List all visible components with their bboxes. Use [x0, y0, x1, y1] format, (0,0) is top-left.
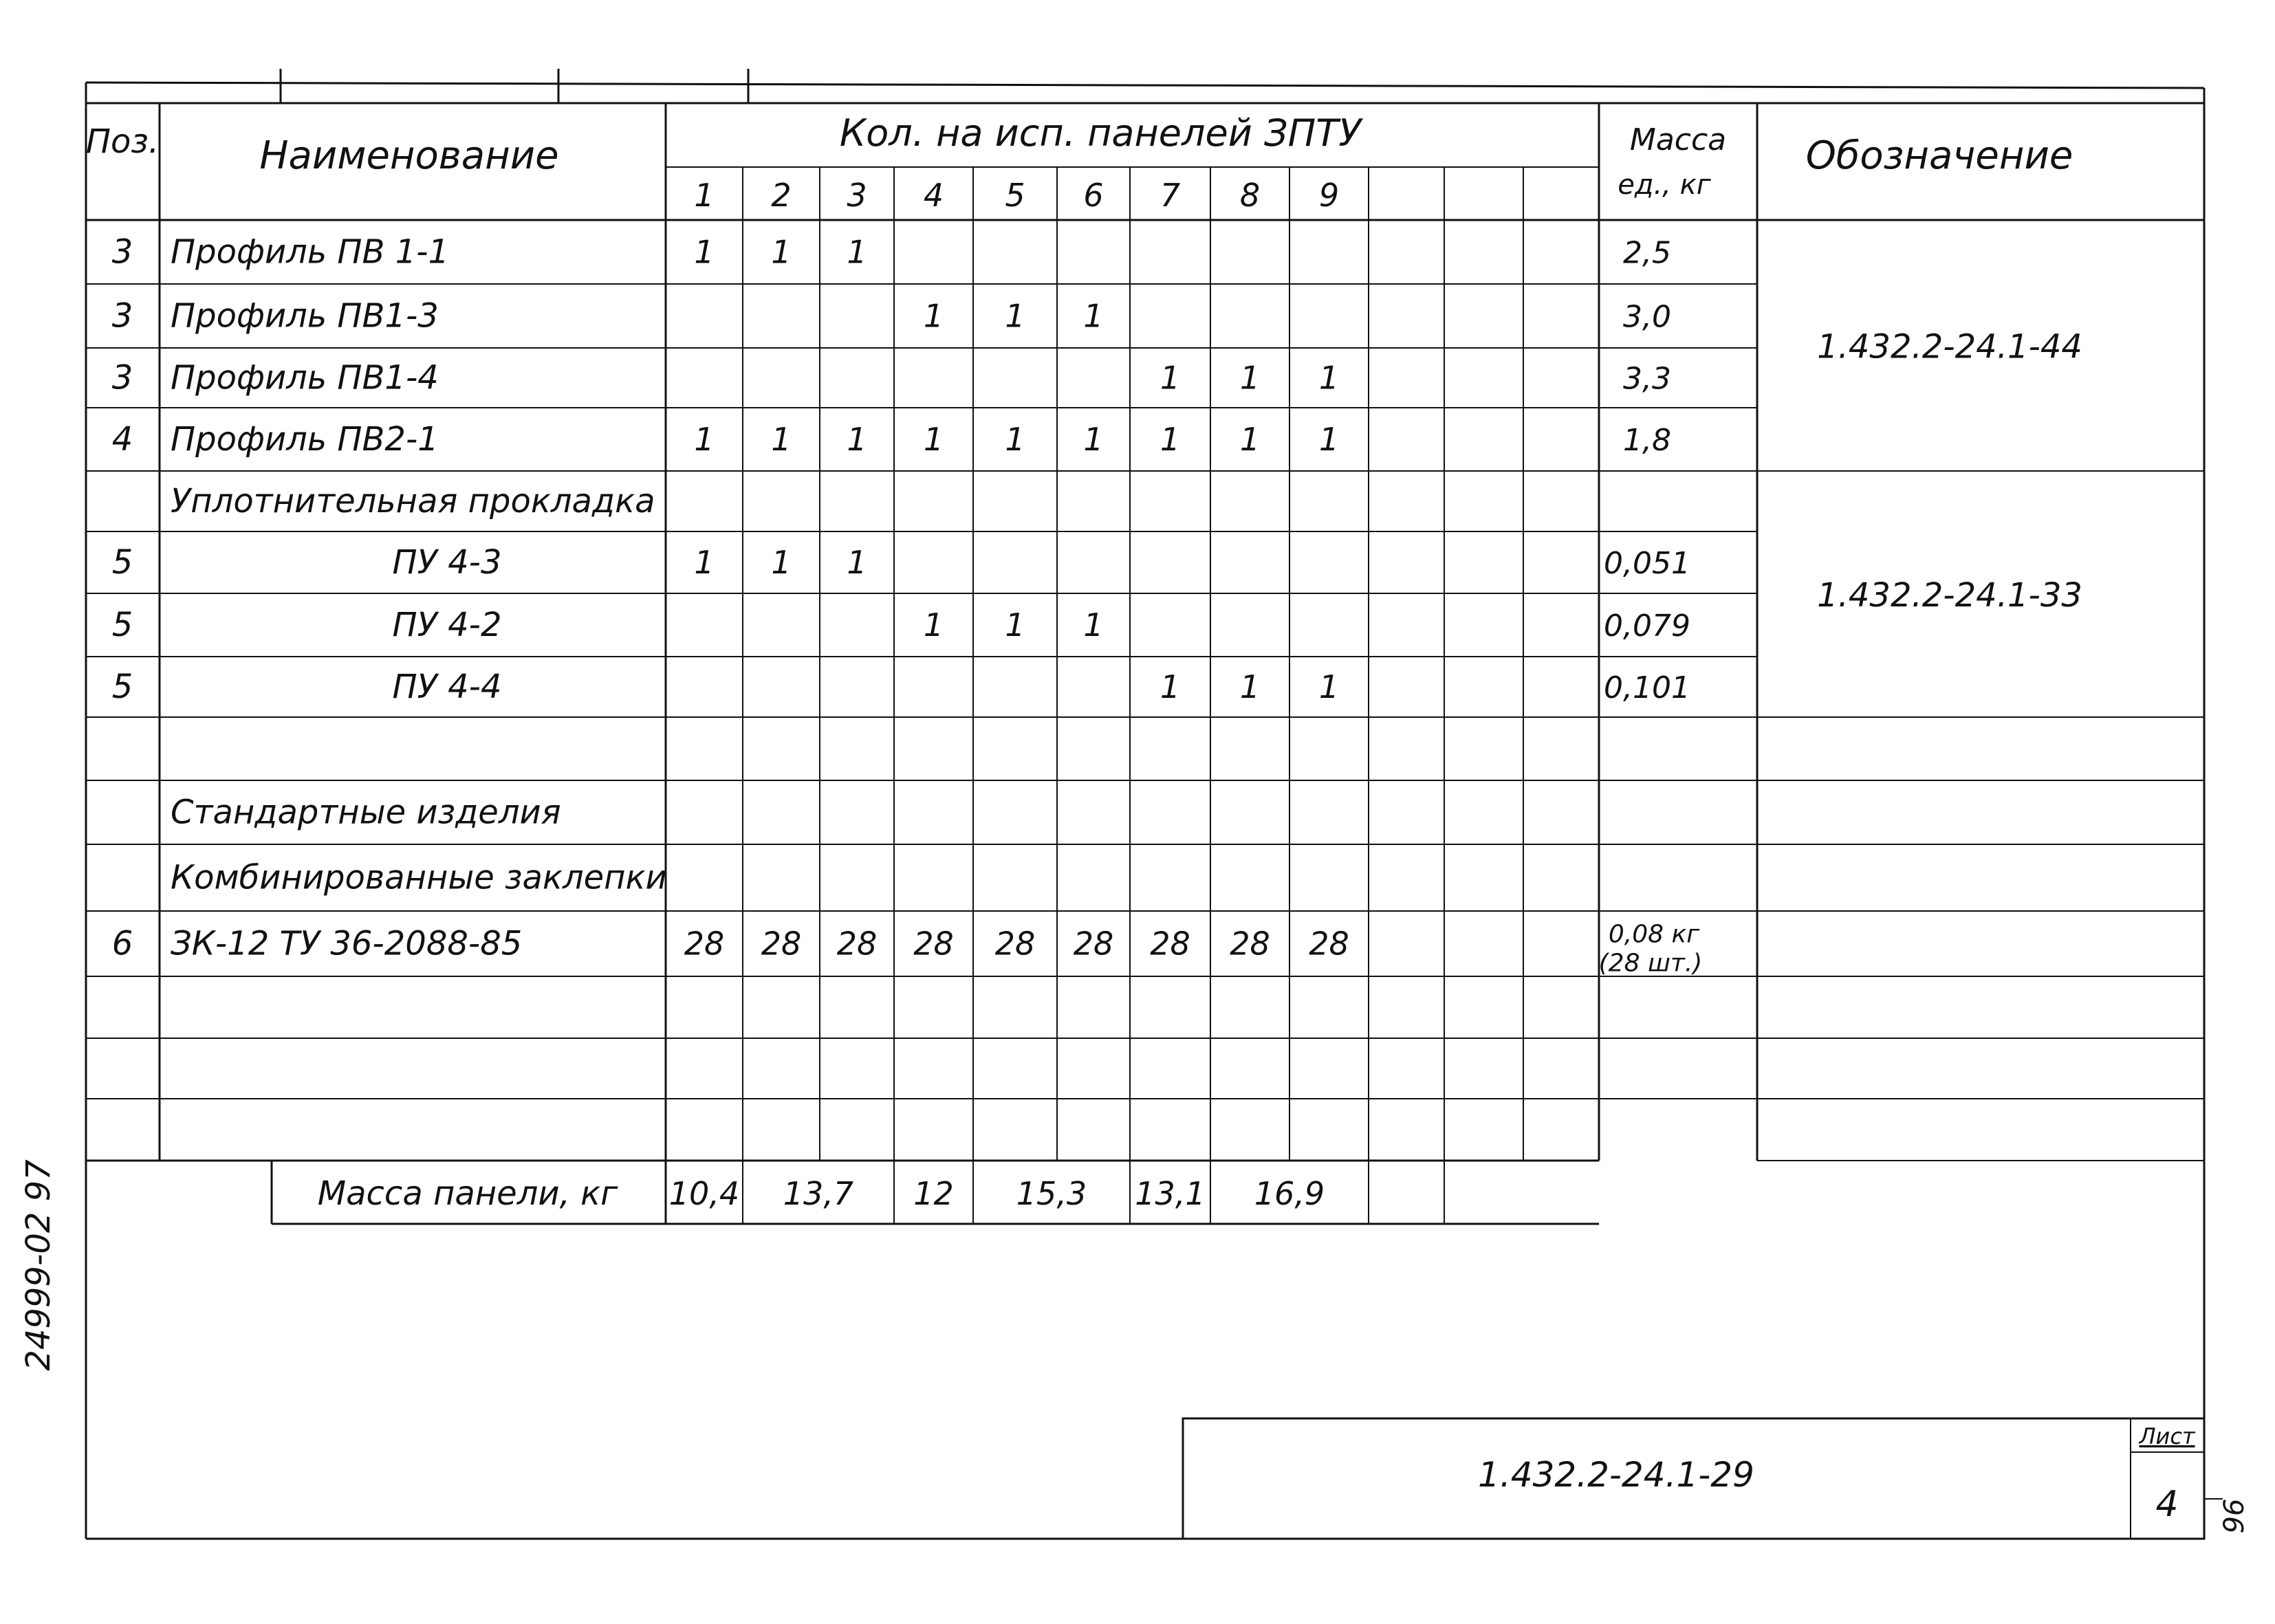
row-qty: 28 — [1309, 925, 1349, 963]
row-mass: 0,079 — [1604, 608, 1690, 644]
row-name: ПУ 4-2 — [392, 606, 502, 644]
sheet-number: 4 — [2155, 1484, 2179, 1525]
designation-profiles: 1.432.2-24.1-44 — [1817, 327, 2082, 366]
row-qty: 1 — [1318, 668, 1340, 705]
row-qty: 1 — [923, 297, 944, 335]
panel-mass-value: 15,3 — [1016, 1175, 1087, 1212]
row-mass: 1,8 — [1623, 423, 1671, 458]
row-name: Уплотнительная прокладка — [171, 482, 655, 520]
row-qty: 1 — [1160, 421, 1181, 458]
row-pos: 5 — [111, 668, 133, 706]
row-name: ПУ 4-4 — [392, 668, 502, 706]
row-qty: 28 — [1073, 925, 1114, 963]
panel-mass-value: 16,9 — [1254, 1175, 1325, 1212]
row-qty: 1 — [694, 233, 715, 271]
row-name: Стандартные изделия — [171, 793, 561, 832]
row-qty: 1 — [771, 544, 792, 581]
row-qty: 1 — [771, 421, 792, 458]
row-name: Профиль ПВ1-3 — [171, 296, 439, 336]
document-number: 1.432.2-24.1-29 — [1478, 1455, 1754, 1495]
header-designation: Обозначение — [1805, 133, 2073, 178]
row-pos: 5 — [111, 543, 133, 582]
row-qty: 1 — [1239, 668, 1261, 705]
header-mass-unit: ед., кг — [1618, 169, 1711, 201]
row-pos: 3 — [111, 296, 133, 336]
sheet-label: Лист — [2139, 1423, 2195, 1449]
designation-gaskets: 1.432.2-24.1-33 — [1817, 576, 2082, 615]
row-qty: 1 — [1083, 606, 1104, 644]
row-qty: 1 — [1005, 421, 1025, 458]
header-variant: 9 — [1318, 177, 1340, 214]
row-qty: 1 — [1160, 359, 1181, 397]
row-qty: 1 — [1239, 421, 1261, 458]
header-variant: 2 — [771, 177, 792, 214]
row-mass: 2,5 — [1623, 235, 1671, 271]
row-pos: 5 — [111, 606, 133, 644]
row-qty: 1 — [771, 233, 792, 271]
panel-mass-value: 10,4 — [668, 1175, 740, 1212]
row-qty: 1 — [923, 606, 944, 644]
row-qty: 28 — [913, 925, 954, 963]
header-mass: Масса — [1629, 122, 1727, 157]
row-qty: 1 — [1318, 359, 1340, 397]
row-qty: 1 — [1005, 606, 1025, 644]
row-qty: 1 — [1083, 421, 1104, 458]
row-name: Профиль ПВ 1-1 — [171, 232, 450, 272]
row-pos: 3 — [111, 232, 133, 272]
row-qty: 1 — [694, 421, 715, 458]
panel-mass-value: 13,7 — [783, 1175, 854, 1212]
row-qty: 28 — [684, 925, 725, 963]
row-pos: 4 — [111, 420, 133, 459]
row-qty: 1 — [1318, 421, 1340, 458]
row-mass: 3,0 — [1623, 299, 1671, 335]
row-name: ПУ 4-3 — [392, 543, 502, 582]
row-pos: 6 — [111, 924, 133, 963]
row-qty: 1 — [694, 544, 715, 581]
row-qty: 28 — [1150, 925, 1190, 963]
row-name: Профиль ПВ2-1 — [171, 420, 439, 459]
page-stamp: 96 — [2219, 1498, 2250, 1534]
row-mass-count: (28 шт.) — [1598, 949, 1703, 978]
archive-number: 24999-02 97 — [19, 1159, 58, 1371]
header-variant: 7 — [1160, 177, 1181, 214]
row-name: ЗК-12 ТУ 36-2088-85 — [171, 924, 523, 963]
header-qty-group: Кол. на исп. панелей ЗПТУ — [839, 111, 1362, 155]
header-variant: 1 — [694, 177, 715, 214]
row-qty: 1 — [847, 233, 867, 271]
row-name: Профиль ПВ1-4 — [171, 358, 439, 397]
header-variant: 8 — [1239, 177, 1261, 214]
row-qty: 28 — [994, 925, 1036, 963]
row-qty: 1 — [923, 421, 944, 458]
row-qty: 28 — [1230, 925, 1270, 963]
header-variant: 6 — [1083, 177, 1104, 214]
header-variant: 3 — [847, 177, 867, 214]
row-mass: 0,08 кг — [1608, 920, 1700, 949]
header-variant: 5 — [1005, 177, 1025, 214]
row-name: Комбинированные заклепки — [171, 858, 667, 897]
row-qty: 28 — [761, 925, 802, 963]
row-qty: 1 — [1083, 297, 1104, 335]
row-qty: 1 — [847, 544, 867, 581]
header-name: Наименование — [259, 133, 559, 178]
panel-mass-value: 13,1 — [1135, 1175, 1206, 1212]
row-qty: 1 — [1239, 359, 1261, 397]
header-variant: 4 — [923, 177, 944, 214]
row-mass: 0,051 — [1604, 546, 1690, 581]
row-qty: 1 — [847, 421, 867, 458]
row-pos: 3 — [111, 358, 133, 397]
row-qty: 1 — [1160, 668, 1181, 705]
row-qty: 1 — [1005, 297, 1025, 335]
row-qty: 28 — [836, 925, 878, 963]
row-mass: 0,101 — [1604, 670, 1690, 705]
panel-mass-label: Масса панели, кг — [317, 1174, 618, 1213]
row-mass: 3,3 — [1623, 361, 1671, 397]
header-pos: Поз. — [85, 122, 160, 161]
panel-mass-value: 12 — [913, 1175, 954, 1212]
